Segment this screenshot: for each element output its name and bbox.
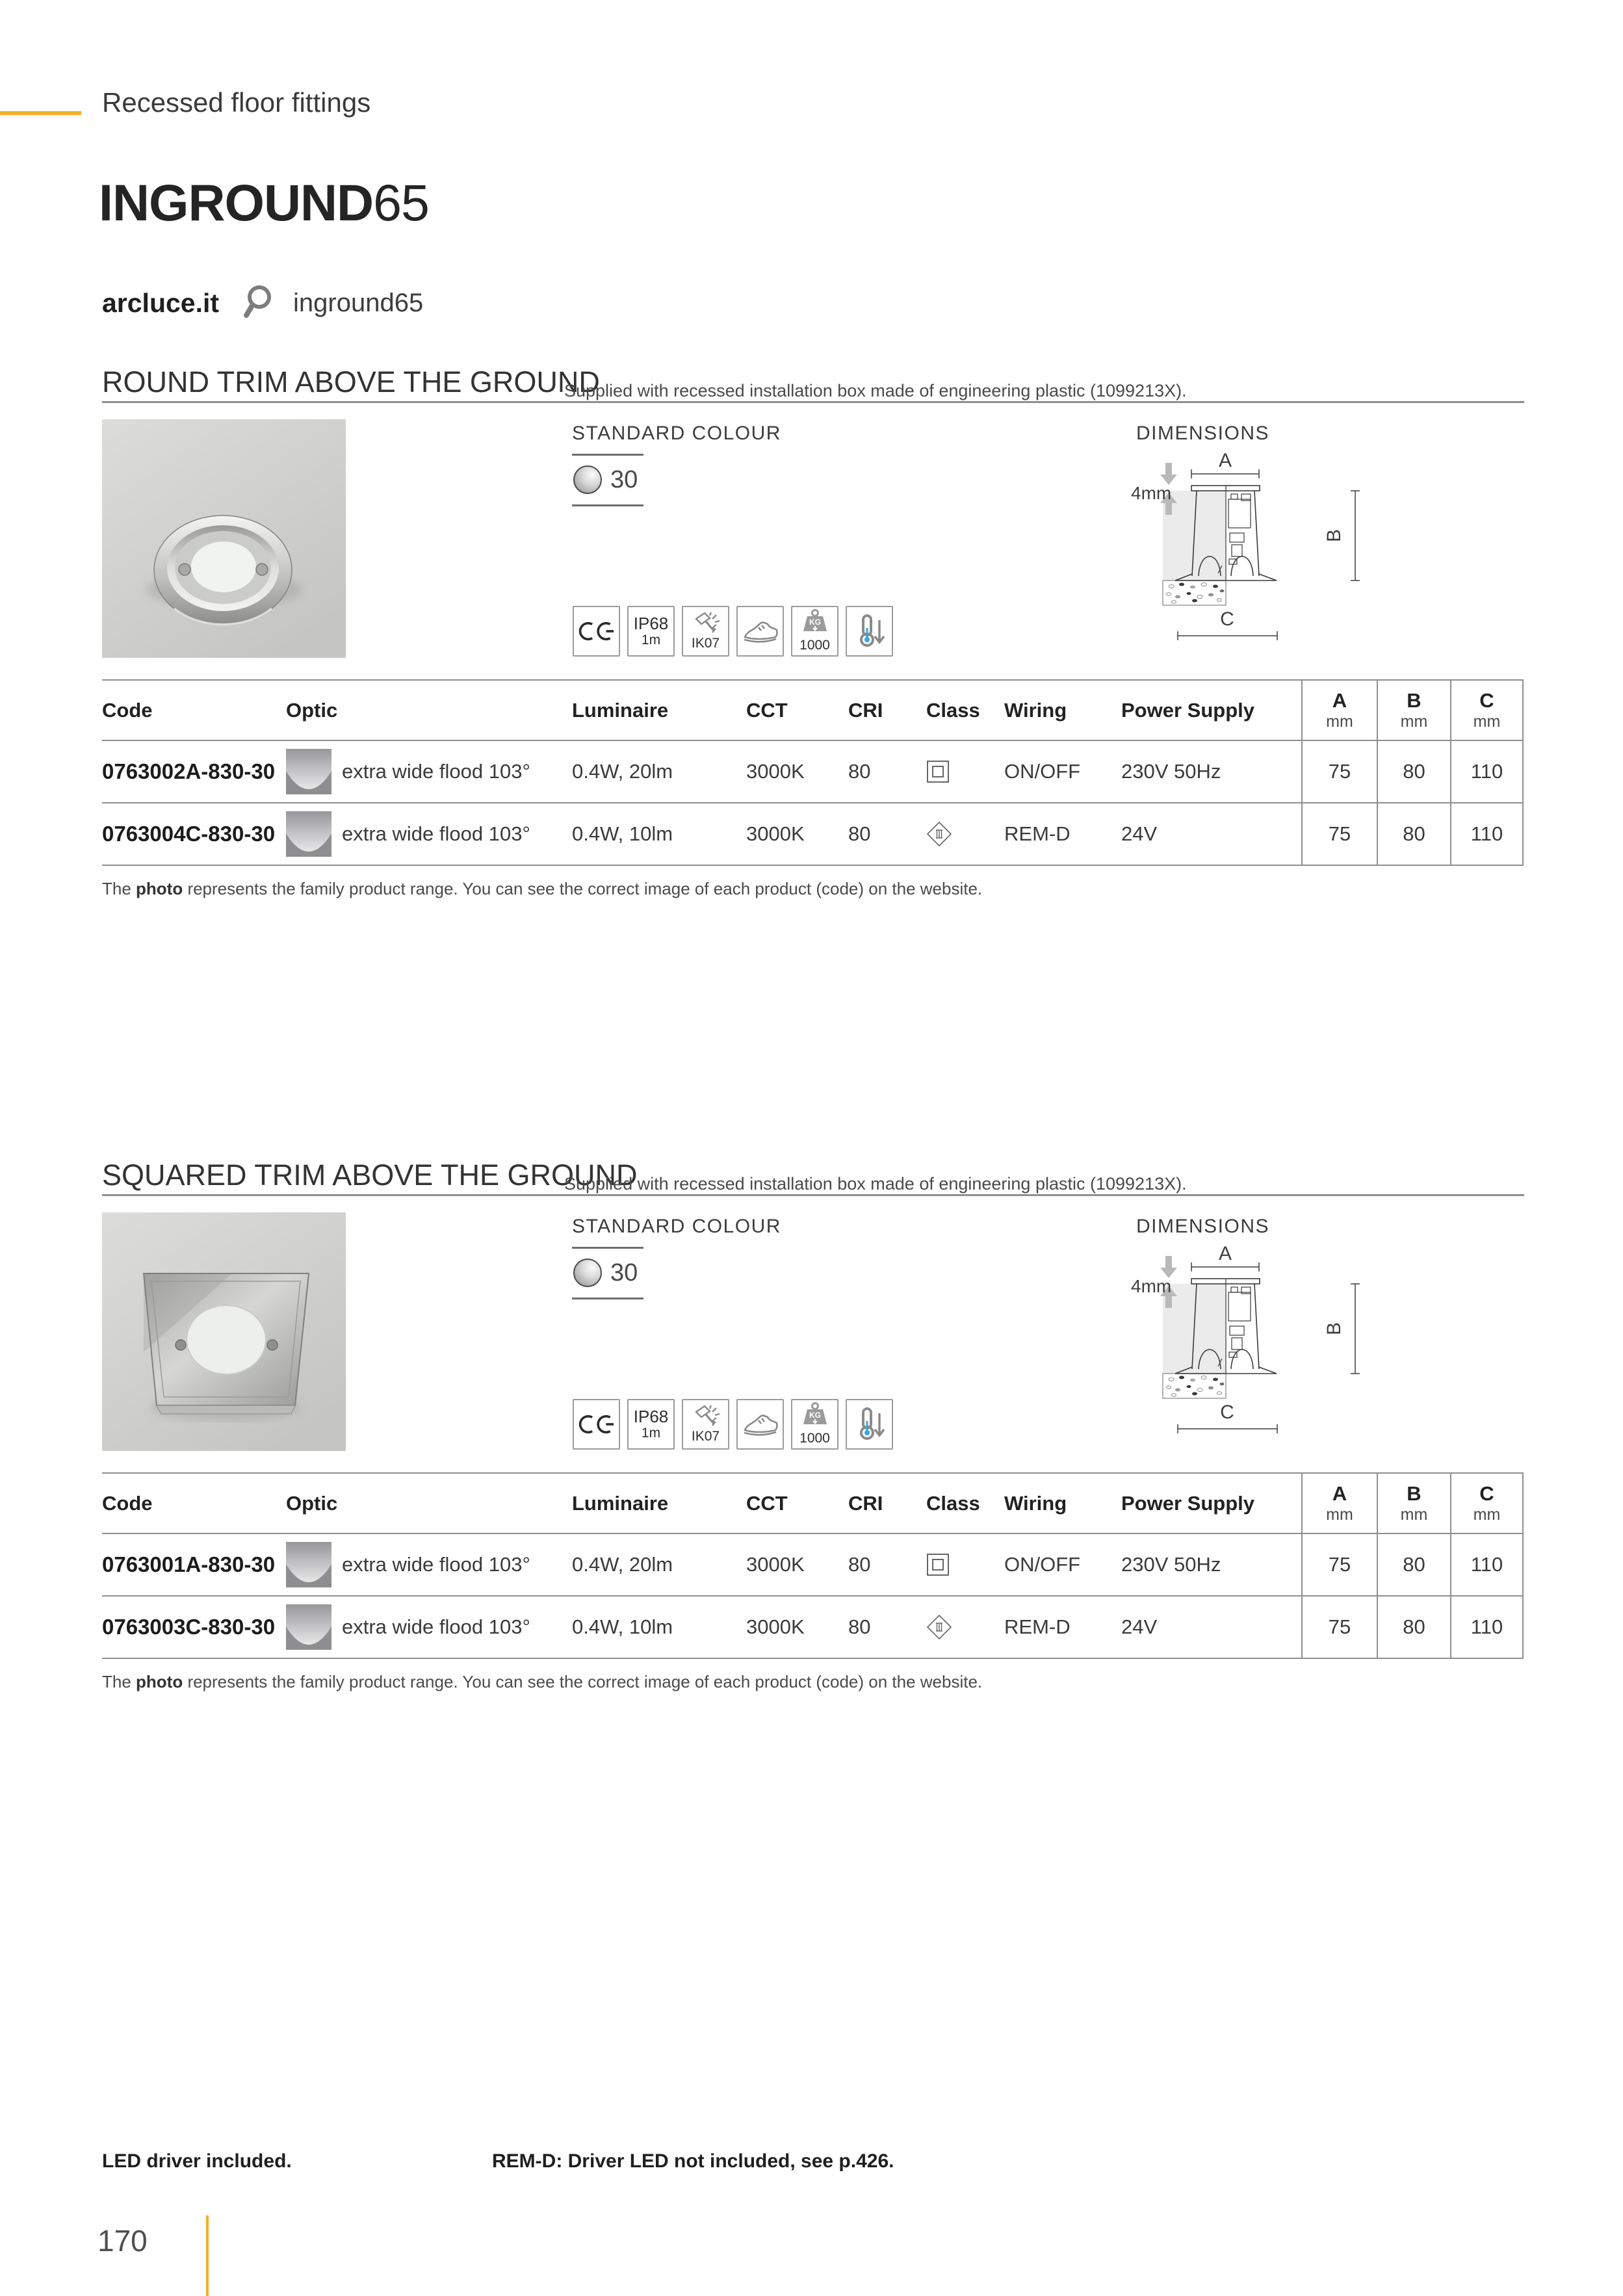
ik07-label: IK07 xyxy=(691,636,720,651)
cri-value: 80 xyxy=(848,760,871,783)
dim-a-value: 75 xyxy=(1301,803,1377,865)
max-load-badge xyxy=(791,1399,838,1450)
table-row xyxy=(102,1597,1524,1659)
colour-swatch-row xyxy=(573,465,638,494)
power-value: 230V 50Hz xyxy=(1121,1553,1221,1576)
thermometer-down-icon xyxy=(853,614,886,649)
dim-a-label: A xyxy=(1218,1243,1232,1264)
optic-label: extra wide flood 103° xyxy=(342,822,530,845)
dim-4mm-label: 4mm xyxy=(1131,1276,1172,1296)
dimensions-label: DIMENSIONS xyxy=(1136,1216,1270,1237)
optic-beam-icon xyxy=(286,1604,331,1650)
cri-value: 80 xyxy=(848,1553,871,1576)
wiring-value: ON/OFF xyxy=(1004,1553,1081,1576)
max-load-value: 1000 xyxy=(799,638,830,653)
product-table xyxy=(102,679,1524,866)
dim-b-label: B xyxy=(1323,1322,1345,1336)
table-header-row xyxy=(102,1472,1524,1534)
hammer-impact-icon xyxy=(691,611,721,636)
colour-code: 30 xyxy=(610,1259,638,1286)
accent-line xyxy=(206,2215,209,2296)
cct-value: 3000K xyxy=(746,760,805,783)
power-value: 24V xyxy=(1121,822,1158,845)
divider xyxy=(572,504,643,506)
optic-beam-icon xyxy=(286,811,331,857)
dim-b-value: 80 xyxy=(1377,1534,1450,1595)
product-table xyxy=(102,1472,1524,1659)
wiring-value: REM-D xyxy=(1004,822,1071,845)
colour-sphere-icon xyxy=(573,465,602,494)
footer-remd-note: REM-D: Driver LED not included, see p.426. xyxy=(492,2150,894,2172)
col-power: Power Supply xyxy=(1121,1491,1254,1515)
cct-value: 3000K xyxy=(746,822,805,845)
col-a-mm: A mm xyxy=(1301,1474,1377,1533)
dim-4mm-label: 4mm xyxy=(1131,483,1172,503)
page-title-main: INGROUND xyxy=(99,174,374,231)
optic-label: extra wide flood 103° xyxy=(342,1553,530,1576)
section-rule xyxy=(102,1194,1524,1196)
weight-icon xyxy=(801,1402,829,1431)
power-value: 230V 50Hz xyxy=(1121,760,1221,783)
footer-led-driver-note: LED driver included. xyxy=(102,2150,292,2172)
class-iii-icon xyxy=(926,1597,1004,1658)
section-squared-trim xyxy=(0,1158,1623,1983)
accent-line xyxy=(0,111,81,115)
dim-c-value: 110 xyxy=(1450,741,1524,802)
category-label: Recessed floor fittings xyxy=(102,87,371,118)
dim-b-value: 80 xyxy=(1377,1597,1450,1658)
col-c-mm: C mm xyxy=(1450,1474,1524,1533)
table-row xyxy=(102,803,1524,866)
photo-disclaimer: The photo represents the family product range. You can see the correct image of each product (code) on the website. xyxy=(102,1672,983,1691)
col-code: Code xyxy=(102,698,153,722)
col-cri: CRI xyxy=(848,1491,883,1515)
luminaire-value: 0.4W, 20lm xyxy=(572,1553,673,1576)
product-code: 0763001A-830-30 xyxy=(102,1552,276,1576)
optic-beam-icon xyxy=(286,1542,331,1587)
standard-colour-label: STANDARD COLOUR xyxy=(572,1216,781,1237)
ip68-badge xyxy=(627,1399,675,1450)
section-heading: SQUARED TRIM ABOVE THE GROUND xyxy=(102,1158,638,1192)
cri-value: 80 xyxy=(848,822,871,845)
col-b-mm: B mm xyxy=(1377,681,1450,740)
divider xyxy=(572,454,643,456)
col-c-mm: C mm xyxy=(1450,681,1524,740)
product-code: 0763003C-830-30 xyxy=(102,1615,276,1639)
col-wiring: Wiring xyxy=(1004,698,1067,722)
standard-colour-label: STANDARD COLOUR xyxy=(572,423,781,444)
dim-b-label: B xyxy=(1323,528,1345,543)
dim-c-value: 110 xyxy=(1450,803,1524,865)
dim-c-label: C xyxy=(1220,1402,1234,1423)
dim-a-value: 75 xyxy=(1301,1534,1377,1595)
shoe-icon xyxy=(742,1411,779,1438)
ip68-label: IP68 xyxy=(633,1406,669,1426)
dim-a-value: 75 xyxy=(1301,741,1377,802)
thermo-badge xyxy=(846,606,893,657)
page-number: 170 xyxy=(97,2224,148,2258)
colour-sphere-icon xyxy=(573,1259,602,1287)
luminaire-value: 0.4W, 20lm xyxy=(572,760,673,783)
col-optic: Optic xyxy=(286,698,338,722)
col-luminaire: Luminaire xyxy=(572,698,669,722)
section-round-trim xyxy=(0,365,1623,1190)
dim-c-label: C xyxy=(1220,608,1234,630)
weight-kg-label: KG xyxy=(809,1411,821,1420)
dim-c-value: 110 xyxy=(1450,1534,1524,1595)
cct-value: 3000K xyxy=(746,1615,805,1638)
product-photo-squared xyxy=(102,1212,346,1451)
weight-kg-label: KG xyxy=(809,618,821,627)
luminaire-value: 0.4W, 10lm xyxy=(572,1615,673,1638)
shoe-icon xyxy=(742,618,779,645)
ik07-badge xyxy=(682,606,729,657)
col-cri: CRI xyxy=(848,698,883,722)
ce-badge xyxy=(573,606,620,657)
product-code: 0763002A-830-30 xyxy=(102,759,276,783)
page-title xyxy=(99,173,429,233)
product-code: 0763004C-830-30 xyxy=(102,822,276,846)
supplied-note: Supplied with recessed installation box made of engineering plastic (1099213X). xyxy=(564,1174,1187,1194)
colour-swatch-row xyxy=(573,1259,638,1287)
optic-beam-icon xyxy=(286,749,331,794)
table-row xyxy=(102,741,1524,803)
ip68-badge xyxy=(627,606,675,657)
col-b-mm: B mm xyxy=(1377,1474,1450,1533)
certification-badges xyxy=(573,606,893,657)
max-load-value: 1000 xyxy=(799,1431,830,1446)
max-load-badge xyxy=(791,606,838,657)
ip68-depth: 1m xyxy=(641,633,661,648)
divider xyxy=(572,1247,643,1249)
col-a-mm: A mm xyxy=(1301,681,1377,740)
dim-a-label: A xyxy=(1218,450,1232,471)
walkable-badge xyxy=(736,1399,784,1450)
col-class: Class xyxy=(926,1491,980,1515)
power-value: 24V xyxy=(1121,1615,1158,1638)
col-class: Class xyxy=(926,698,980,722)
col-cct: CCT xyxy=(746,1491,788,1515)
dim-c-value: 110 xyxy=(1450,1597,1524,1658)
section-heading: ROUND TRIM ABOVE THE GROUND xyxy=(102,365,600,398)
site-search-line xyxy=(102,283,423,322)
dimensions-diagram xyxy=(1131,449,1495,647)
ce-mark-icon xyxy=(578,1413,616,1435)
class-ii-icon xyxy=(926,741,1004,802)
ik07-label: IK07 xyxy=(691,1429,720,1444)
cri-value: 80 xyxy=(848,1615,871,1638)
colour-code: 30 xyxy=(610,465,638,493)
optic-label: extra wide flood 103° xyxy=(342,760,530,783)
dim-b-value: 80 xyxy=(1377,803,1450,865)
ip68-depth: 1m xyxy=(641,1426,661,1441)
dimensions-diagram xyxy=(1131,1242,1495,1440)
search-icon xyxy=(241,283,276,324)
col-optic: Optic xyxy=(286,1491,338,1515)
divider xyxy=(572,1298,643,1299)
walkable-badge xyxy=(736,606,784,657)
col-code: Code xyxy=(102,1491,153,1515)
col-luminaire: Luminaire xyxy=(572,1491,669,1515)
dimensions-label: DIMENSIONS xyxy=(1136,423,1270,444)
col-power: Power Supply xyxy=(1121,698,1254,722)
product-photo-round xyxy=(102,419,346,658)
dim-a-value: 75 xyxy=(1301,1597,1377,1658)
hammer-impact-icon xyxy=(691,1404,721,1429)
weight-icon xyxy=(801,609,829,638)
class-ii-icon xyxy=(926,1534,1004,1595)
col-wiring: Wiring xyxy=(1004,1491,1067,1515)
thermo-badge xyxy=(846,1399,893,1450)
ip68-label: IP68 xyxy=(633,613,669,633)
dim-b-value: 80 xyxy=(1377,741,1450,802)
wiring-value: ON/OFF xyxy=(1004,760,1081,783)
thermometer-down-icon xyxy=(853,1407,886,1442)
cct-value: 3000K xyxy=(746,1553,805,1576)
page-title-suffix: 65 xyxy=(373,174,429,231)
photo-disclaimer: The photo represents the family product range. You can see the correct image of each product (code) on the website. xyxy=(102,879,983,898)
certification-badges xyxy=(573,1399,893,1450)
ik07-badge xyxy=(682,1399,729,1450)
col-cct: CCT xyxy=(746,698,788,722)
luminaire-value: 0.4W, 10lm xyxy=(572,822,673,845)
table-row xyxy=(102,1534,1524,1597)
site-name: arcluce.it xyxy=(102,287,220,318)
table-header-row xyxy=(102,679,1524,741)
class-iii-icon xyxy=(926,803,1004,865)
optic-label: extra wide flood 103° xyxy=(342,1615,530,1638)
supplied-note: Supplied with recessed installation box made of engineering plastic (1099213X). xyxy=(564,381,1187,400)
wiring-value: REM-D xyxy=(1004,1615,1071,1638)
section-rule xyxy=(102,401,1524,403)
ce-mark-icon xyxy=(578,620,616,642)
search-term: inground65 xyxy=(293,288,424,317)
ce-badge xyxy=(573,1399,620,1450)
